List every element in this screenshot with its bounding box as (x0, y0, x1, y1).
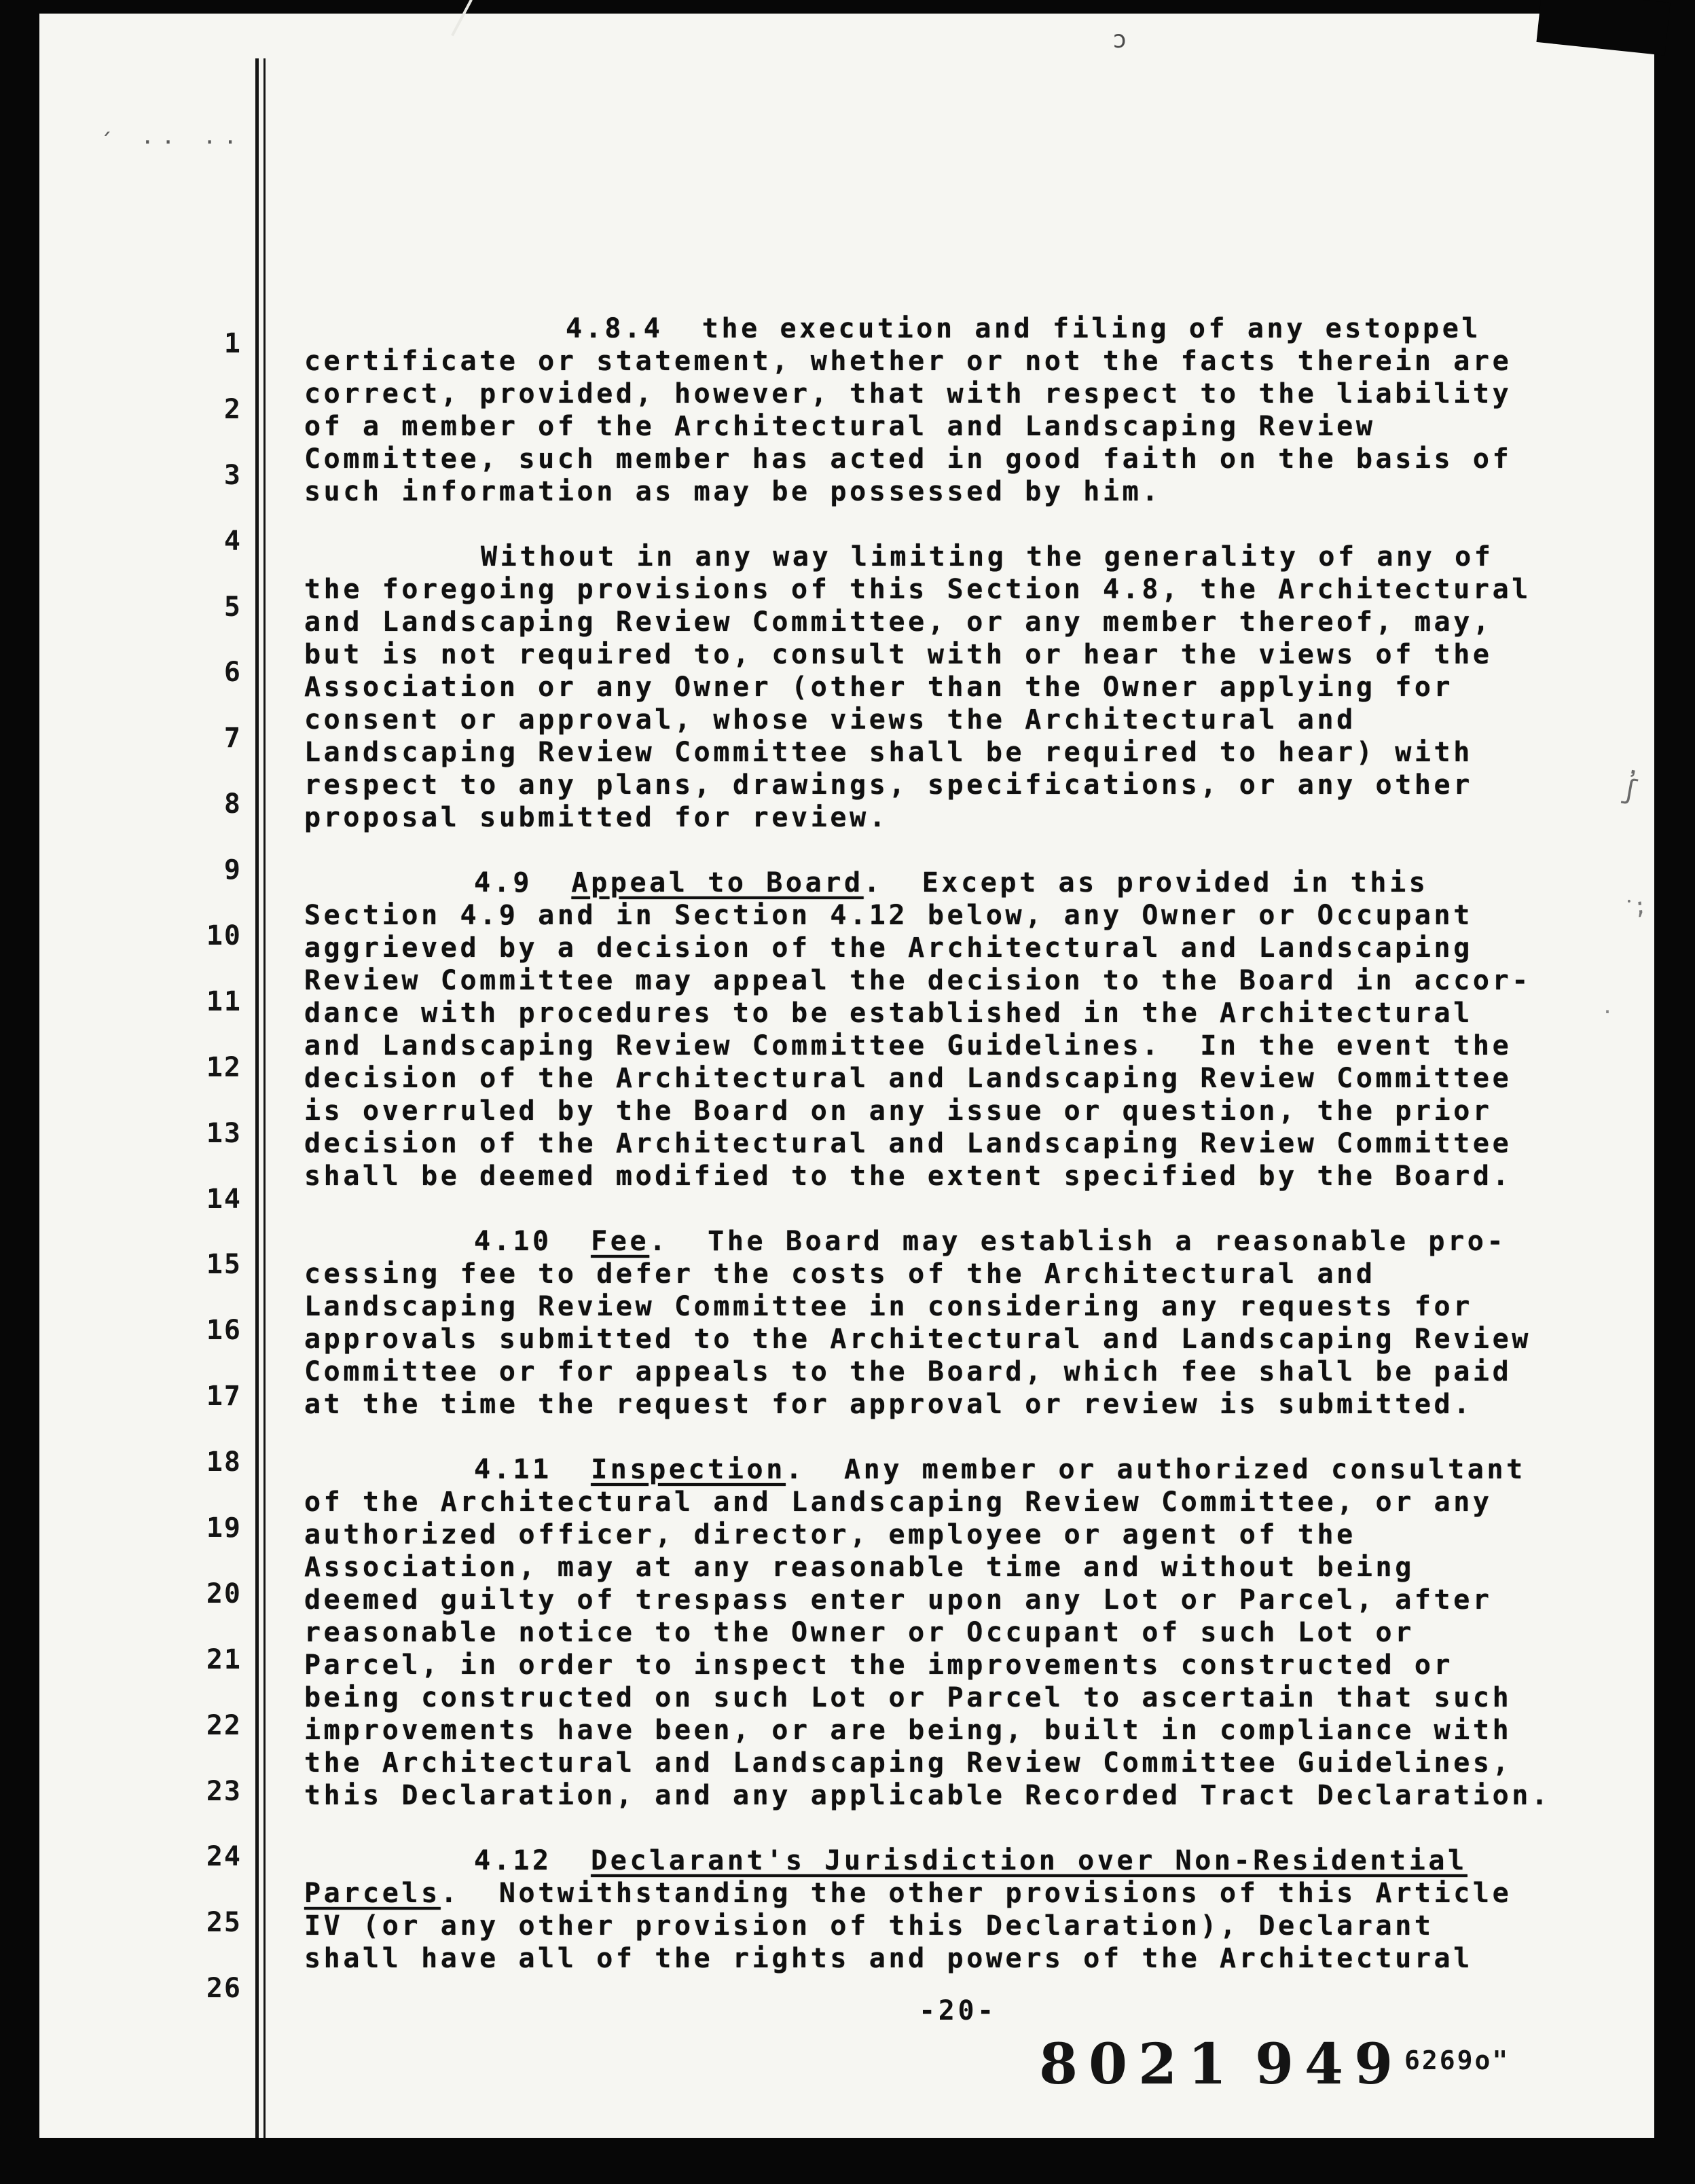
text-line (304, 1779, 1611, 1812)
line-number: 14 (206, 1183, 242, 1215)
text-run: . Except as provided in this (863, 867, 1429, 898)
line-number: 10 (206, 920, 242, 952)
line-number: 21 (206, 1643, 242, 1675)
line-number: 8 (223, 788, 242, 820)
text-line (304, 1258, 1611, 1290)
text-line (304, 1453, 1611, 1486)
line-number: 20 (206, 1578, 242, 1609)
text-run: . Any member or authorized consultant (785, 1454, 1526, 1485)
text-line (304, 541, 1611, 573)
line-number: 16 (206, 1315, 242, 1347)
section-heading-underlined: Parcels (304, 1878, 441, 1909)
line-number: 23 (206, 1775, 242, 1807)
scan-smudge-2: ॱ; (1624, 892, 1649, 922)
scan-corner-notch (1536, 0, 1670, 56)
line-number: 13 (206, 1117, 242, 1149)
text-line (304, 1616, 1611, 1649)
text-line (304, 932, 1611, 964)
text-run: and Landscaping Review Committee, or any member thereof, may, (304, 606, 1493, 638)
page-number: -20- (919, 1995, 997, 2026)
text-line (304, 1551, 1611, 1584)
text-line (304, 1062, 1611, 1095)
text-line (304, 606, 1611, 638)
text-line (304, 1290, 1611, 1323)
text-run: shall have all of the rights and powers of the Architectural (304, 1943, 1473, 1974)
line-number: 17 (206, 1381, 242, 1413)
text-line (304, 671, 1611, 704)
text-line (304, 867, 1611, 899)
text-line (304, 1942, 1611, 1975)
paragraph (304, 1453, 1611, 1812)
line-number: 3 (223, 459, 242, 491)
text-run: 4.11 (474, 1454, 591, 1485)
text-run: decision of the Architectural and Landscaping Review Committee (304, 1128, 1512, 1159)
text-line (304, 1355, 1611, 1388)
line-number: 24 (206, 1841, 242, 1873)
text-line (304, 1877, 1611, 1910)
text-run: certificate or statement, whether or not the facts therein are (304, 346, 1512, 377)
margin-rule-left (255, 58, 259, 2138)
line-number: 22 (206, 1709, 242, 1741)
text-run: being constructed on such Lot or Parcel to ascertain that such (304, 1682, 1512, 1713)
text-line (304, 1095, 1611, 1127)
line-number: 1 (223, 328, 242, 359)
text-run: this Declaration, and any applicable Recorded Tract Declaration. (304, 1780, 1551, 1811)
text-run: Committee, such member has acted in good faith on the basis of (304, 443, 1512, 475)
text-run: the Architectural and Landscaping Review Committee Guidelines, (304, 1747, 1512, 1779)
line-number: 2 (223, 393, 242, 425)
text-line (304, 638, 1611, 671)
paragraph (304, 312, 1611, 508)
text-line (304, 769, 1611, 801)
text-line (304, 573, 1611, 606)
text-run: but is not required to, consult with or hear the views of the (304, 639, 1493, 670)
text-run: proposal submitted for review. (304, 802, 889, 833)
text-run: . The Board may establish a reasonable pro- (649, 1226, 1507, 1257)
line-number: 4 (223, 525, 242, 557)
text-run: Landscaping Review Committee in considering any requests for (304, 1291, 1473, 1322)
section-heading-underlined: Appeal to Board (571, 867, 864, 898)
text-run: . Notwithstanding the other provisions of this Article (440, 1878, 1512, 1909)
text-line (304, 1486, 1611, 1518)
text-run: cessing fee to defer the costs of the Architectural and (304, 1258, 1376, 1290)
line-number: 11 (206, 985, 242, 1017)
text-line (304, 1649, 1611, 1681)
text-line (304, 1747, 1611, 1779)
text-line (304, 410, 1611, 443)
text-line (304, 997, 1611, 1030)
text-run: deemed guilty of trespass enter upon any Lot or Parcel, after (304, 1584, 1493, 1616)
text-line (304, 1910, 1611, 1942)
scan-smudge-3: . (1601, 995, 1614, 1019)
scan-speck-mark: ɔ (1112, 26, 1127, 54)
text-line (304, 736, 1611, 769)
text-run: decision of the Architectural and Landscaping Review Committee (304, 1063, 1512, 1094)
text-run: 4.10 (474, 1226, 591, 1257)
text-run: and Landscaping Review Committee Guidelines. In the event the (304, 1030, 1512, 1061)
section-heading-underlined: Fee (591, 1226, 650, 1257)
line-number: 19 (206, 1512, 242, 1544)
text-line (304, 312, 1611, 345)
text-line (304, 1518, 1611, 1551)
text-run: Association or any Owner (other than the Owner applying for (304, 672, 1454, 703)
line-number: 6 (223, 657, 242, 689)
scan-smudge-1: ʃ̓ (1619, 773, 1641, 807)
line-number: 12 (206, 1051, 242, 1083)
text-run: reasonable notice to the Owner or Occupant of such Lot or (304, 1617, 1415, 1648)
line-number: 15 (206, 1249, 242, 1281)
line-number: 7 (223, 723, 242, 754)
text-run: IV (or any other provision of this Declaration), Declarant (304, 1910, 1434, 1942)
text-line (304, 345, 1611, 378)
text-run: is overruled by the Board on any issue or question, the prior (304, 1095, 1493, 1127)
text-line (304, 475, 1611, 508)
section-heading-underlined: Declarant's Jurisdiction over Non-Residential (591, 1845, 1468, 1876)
text-run: consent or approval, whose views the Architectural and (304, 704, 1356, 735)
line-numbers (134, 327, 242, 2038)
text-run: 4.8.4 the execution and filing of any estoppel (566, 313, 1482, 344)
stamp-page-number: 949 (1255, 2032, 1404, 2097)
text-line (304, 899, 1611, 932)
text-line (304, 1160, 1611, 1193)
line-number: 9 (223, 854, 242, 886)
text-run: Section 4.9 and in Section 4.12 below, any Owner or Occupant (304, 900, 1473, 931)
text-run: aggrieved by a decision of the Architectural and Landscaping (304, 932, 1473, 964)
text-line (304, 964, 1611, 997)
text-run: shall be deemed modified to the extent specified by the Board. (304, 1161, 1512, 1192)
text-line (304, 378, 1611, 410)
scan-scratch (451, 0, 473, 36)
paragraph (304, 1225, 1611, 1421)
text-line (304, 1030, 1611, 1062)
document-page (39, 14, 1654, 2138)
text-run: Landscaping Review Committee shall be required to hear) with (304, 737, 1473, 768)
text-run: Committee or for appeals to the Board, which fee shall be paid (304, 1356, 1512, 1387)
paragraph (304, 541, 1611, 834)
text-line (304, 1681, 1611, 1714)
text-run: correct, provided, however, that with respect to the liability (304, 378, 1512, 410)
text-run: Parcel, in order to inspect the improvements constructed or (304, 1650, 1454, 1681)
paragraph (304, 867, 1611, 1193)
text-run: Review Committee may appeal the decision to the Board in accor- (304, 965, 1531, 996)
text-line (304, 1388, 1611, 1421)
text-run: dance with procedures to be established in the Architectural (304, 998, 1473, 1029)
text-line (304, 1225, 1611, 1258)
line-number: 18 (206, 1446, 242, 1478)
paragraph (304, 1844, 1611, 1975)
text-run: the foregoing provisions of this Section 4.8, the Architectural (304, 574, 1531, 605)
text-run: authorized officer, director, employee or agent of the (304, 1519, 1356, 1550)
document-body (304, 312, 1611, 2007)
text-line (304, 1844, 1611, 1877)
text-run: of a member of the Architectural and Landscaping Review (304, 411, 1376, 442)
line-number: 25 (206, 1907, 242, 1939)
text-run: 4.12 (474, 1845, 591, 1876)
text-run: such information as may be possessed by him. (304, 476, 1162, 507)
text-line (304, 1127, 1611, 1160)
scan-speck-quotes: ´ ·· ·· (99, 129, 244, 156)
margin-rule-right (263, 58, 266, 2138)
line-number: 26 (206, 1973, 242, 2005)
text-line (304, 801, 1611, 834)
text-run: of the Architectural and Landscaping Review Committee, or any (304, 1487, 1493, 1518)
line-number: 5 (223, 591, 242, 623)
stamp-book-number: 8021 (1039, 2032, 1238, 2097)
text-line (304, 704, 1611, 736)
text-run: at the time the request for approval or review is submitted. (304, 1389, 1473, 1420)
text-line (304, 1584, 1611, 1616)
text-run: Without in any way limiting the generality of any of (481, 541, 1494, 572)
text-run: Association, may at any reasonable time and without being (304, 1552, 1415, 1583)
text-line (304, 1714, 1611, 1747)
text-run: 4.9 (474, 867, 572, 898)
text-line (304, 1323, 1611, 1355)
section-heading-underlined: Inspection (591, 1454, 786, 1485)
stamp-code: 6269o" (1404, 2045, 1510, 2075)
text-run: improvements have been, or are being, built in compliance with (304, 1715, 1512, 1746)
text-line (304, 443, 1611, 475)
text-run: approvals submitted to the Architectural and Landscaping Review (304, 1324, 1531, 1355)
text-run: respect to any plans, drawings, specifications, or any other (304, 769, 1473, 801)
